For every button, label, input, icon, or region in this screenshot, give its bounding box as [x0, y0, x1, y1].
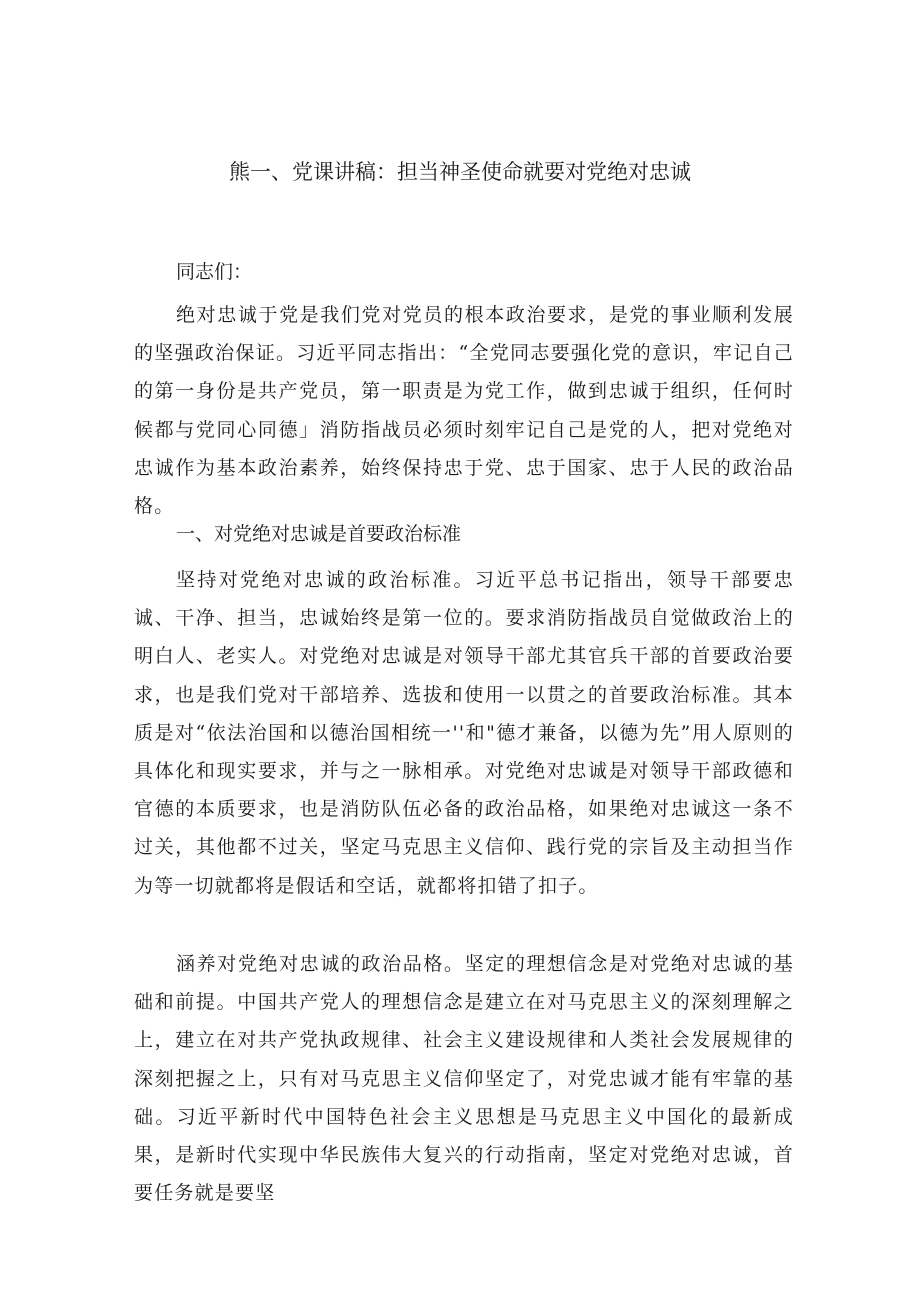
section-heading: 一、对党绝对忠诚是首要政治标准: [176, 523, 462, 545]
salutation: 同志们：: [176, 261, 253, 283]
paragraph-intro: 绝对忠诚于党是我们党对党员的根本政治要求，是党的事业顺利发展的坚强政治保证。习近平同志指出：“全党同志要强化党的意识，牢记自己的第一身份是共产党员，第一职责是为党工作，做到忠诚于组织，任何时候都与党同心同德」消防指战员必须时刻牢记自己是党的人，把对党绝对忠诚作为基本政治素养，始终保持忠于党、忠于国家、忠于人民的政治品格。: [134, 304, 794, 518]
paragraph-political-standard: 坚持对党绝对忠诚的政治标准。习近平总书记指出，领导干部要忠诚、干净、担当，忠诚始终是第一位的。要求消防指战员自觉做政治上的明白人、老实人。对党绝对忠诚是对领导干部尤其官兵干部的首要政治要求，也是我们党对干部培养、选拔和使用一以贯之的首要政治标准。其本质是对“依法治国和以德治国相统一''和"德才兼备，以德为先”用人原则的具体化和现实要求，并与之一脉相承。对党绝对忠诚是对领导干部政德和官德的本质要求，也是消防队伍必备的政治品格，如果绝对忠诚这一条不过关，其他都不过关，坚定马克思主义信仰、践行党的宗旨及主动担当作为等一切就都将是假话和空话，就都将扣错了扣子。: [134, 569, 794, 897]
paragraph-political-character: 涵养对党绝对忠诚的政治品格。坚定的理想信念是对党绝对忠诚的基础和前提。中国共产党人的理想信念是建立在对马克思主义的深刻理解之上，建立在对共产党执政规律、社会主义建设规律和人类社会发展规律的深刻把握之上，只有对马克思主义信仰坚定了，对党忠诚才能有牢靠的基础。习近平新时代中国特色社会主义思想是马克思主义中国化的最新成果，是新时代实现中华民族伟大复兴的行动指南，坚定对党绝对忠诚，首要任务就是要坚: [134, 953, 794, 1205]
page-title: 熊一、党课讲稿：担当神圣使命就要对党绝对忠诚: [229, 160, 691, 184]
